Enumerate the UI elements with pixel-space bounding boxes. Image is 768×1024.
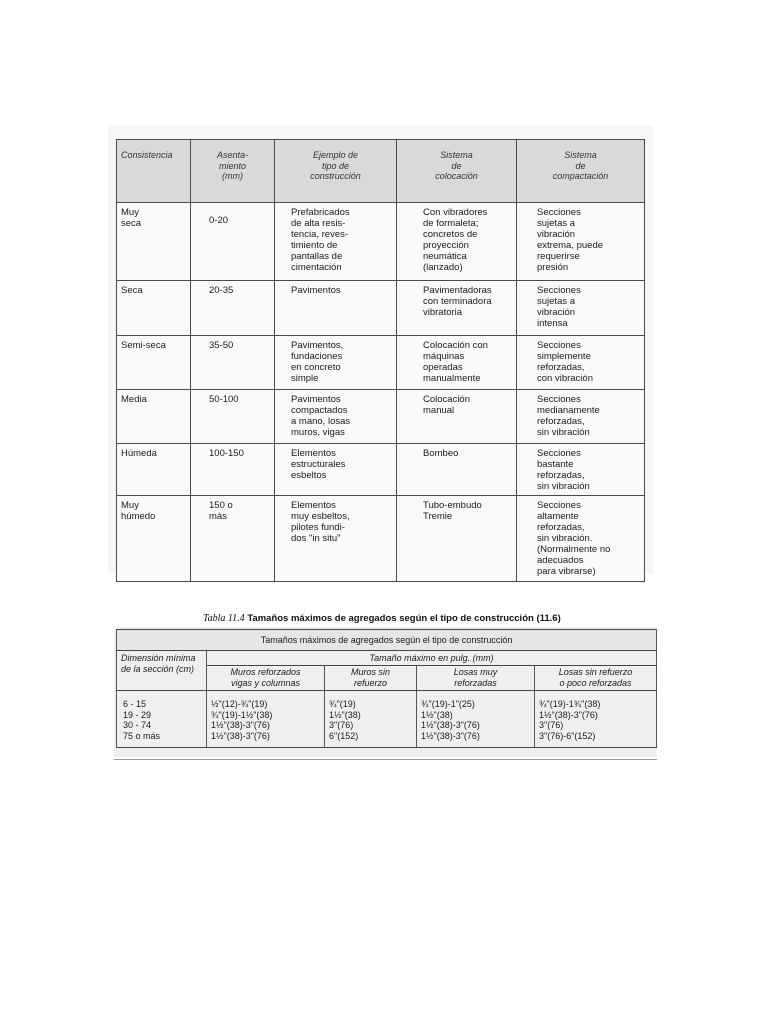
cell-colocacion: Tubo-embudo Tremie (397, 496, 517, 582)
cell-losas-muy-reforzadas: 1½"(38)-3"(76) (417, 731, 535, 748)
cell-ejemplo: Prefabricados de alta resis- tencia, reves- timiento de pantallas de cimentación (275, 203, 397, 281)
cell-losas-muy-reforzadas: 1½"(38)-3"(76) (417, 720, 535, 731)
cell-colocacion: Colocación con máquinas operadas manualmente (397, 336, 517, 390)
table-row (117, 203, 645, 281)
cell-compactacion: Secciones medianamente reforzadas, sin vibración (517, 390, 645, 444)
table-row (117, 720, 657, 731)
cell-muros-sin-refuerzo: 1½"(38) (325, 710, 417, 721)
cell-asentamiento: 20-35 (191, 281, 275, 336)
cell-asentamiento: 0-20 (191, 203, 275, 281)
consistency-table (116, 139, 645, 582)
cell-muros-reforzados: 1½"(38)-3"(76) (207, 731, 325, 748)
cell-muros-sin-refuerzo: 6"(152) (325, 731, 417, 748)
cell-dimension: 19 - 29 (117, 710, 207, 721)
table-row (117, 281, 645, 336)
aggregate-size-table (116, 629, 657, 748)
cell-compactacion: Secciones simplemente reforzadas, con vibración (517, 336, 645, 390)
cell-compactacion: Secciones bastante reforzadas, sin vibración (517, 444, 645, 496)
header-sistema-colocacion: Sistema de colocación (397, 140, 517, 203)
consistency-table-header (117, 140, 645, 203)
cell-consistencia: Seca (117, 281, 191, 336)
header-muros-sin-refuerzo: Muros sin refuerzo (325, 666, 417, 691)
cell-asentamiento: 35-50 (191, 336, 275, 390)
aggregate-table-title: Tamaños máximos de agregados según el tipo de construcción (117, 630, 657, 651)
cell-compactacion: Secciones sujetas a vibración extrema, puede requerirse presión (517, 203, 645, 281)
cell-compactacion: Secciones altamente reforzadas, sin vibración. (Normalmente no adecuados para vibrarse) (517, 496, 645, 582)
cell-ejemplo: Pavimentos (275, 281, 397, 336)
cell-ejemplo: Pavimentos, fundaciones en concreto simple (275, 336, 397, 390)
cell-losas-muy-reforzadas: ¾"(19)-1"(25) (417, 691, 535, 710)
table-caption (203, 613, 561, 624)
cell-ejemplo: Elementos estructurales esbeltos (275, 444, 397, 496)
cell-dimension: 30 - 74 (117, 720, 207, 731)
cell-colocacion: Pavimentadoras con terminadora vibratoria (397, 281, 517, 336)
cell-muros-reforzados: ½"(12)-¾"(19) (207, 691, 325, 710)
cell-colocacion: Colocación manual (397, 390, 517, 444)
cell-muros-sin-refuerzo: ¾"(19) (325, 691, 417, 710)
header-consistencia: Consistencia (117, 140, 191, 203)
header-losas-sin-refuerzo: Losas sin refuerzo o poco reforzadas (535, 666, 657, 691)
cell-consistencia: Media (117, 390, 191, 444)
cell-muros-reforzados: ¾"(19)-1½"(38) (207, 710, 325, 721)
header-asentamiento: Asenta- miento (mm) (191, 140, 275, 203)
header-ejemplo: Ejemplo de tipo de construcción (275, 140, 397, 203)
header-losas-muy-reforzadas: Losas muy reforzadas (417, 666, 535, 691)
cell-losas-muy-reforzadas: 1½"(38) (417, 710, 535, 721)
cell-asentamiento: 50-100 (191, 390, 275, 444)
header-sistema-compactacion: Sistema de compactación (517, 140, 645, 203)
cell-dimension: 75 o más (117, 731, 207, 748)
cell-losas-sin-refuerzo: ¾"(19)-1¾"(38) (535, 691, 657, 710)
table-row (117, 731, 657, 748)
table-row (117, 691, 657, 710)
cell-ejemplo: Pavimentos compactados a mano, losas muros, vigas (275, 390, 397, 444)
cell-compactacion: Secciones sujetas a vibración intensa (517, 281, 645, 336)
cell-asentamiento: 150 o más (191, 496, 275, 582)
cell-muros-reforzados: 1½"(38)-3"(76) (207, 720, 325, 731)
cell-consistencia: Semi-seca (117, 336, 191, 390)
cell-dimension: 6 - 15 (117, 691, 207, 710)
cell-losas-sin-refuerzo: 1½"(38)-3"(76) (535, 710, 657, 721)
table-row (117, 496, 645, 582)
cell-consistencia: Muy seca (117, 203, 191, 281)
bottom-rule (114, 759, 657, 760)
table-row (117, 336, 645, 390)
cell-muros-sin-refuerzo: 3"(76) (325, 720, 417, 731)
table-caption-label: Tabla 11.4 (203, 613, 245, 624)
cell-consistencia: Muy húmedo (117, 496, 191, 582)
cell-losas-sin-refuerzo: 3"(76) (535, 720, 657, 731)
table-row (117, 710, 657, 721)
table-row (117, 444, 645, 496)
cell-colocacion: Bombeo (397, 444, 517, 496)
cell-ejemplo: Elementos muy esbeltos, pilotes fundi- dos "in situ" (275, 496, 397, 582)
table-caption-text: Tamaños máximos de agregados según el tipo de construcción (11.6) (247, 613, 561, 624)
cell-colocacion: Con vibradores de formaleta; concretos de proyección neumática (lanzado) (397, 203, 517, 281)
cell-consistencia: Húmeda (117, 444, 191, 496)
cell-losas-sin-refuerzo: 3"(76)-6"(152) (535, 731, 657, 748)
cell-asentamiento: 100-150 (191, 444, 275, 496)
header-muros-reforzados: Muros reforzados vigas y columnas (207, 666, 325, 691)
table-row (117, 390, 645, 444)
header-tamano-maximo: Tamaño máximo en pulg. (mm) (207, 651, 657, 666)
header-dimension-minima: Dimensión mínima de la sección (cm) (117, 651, 207, 691)
